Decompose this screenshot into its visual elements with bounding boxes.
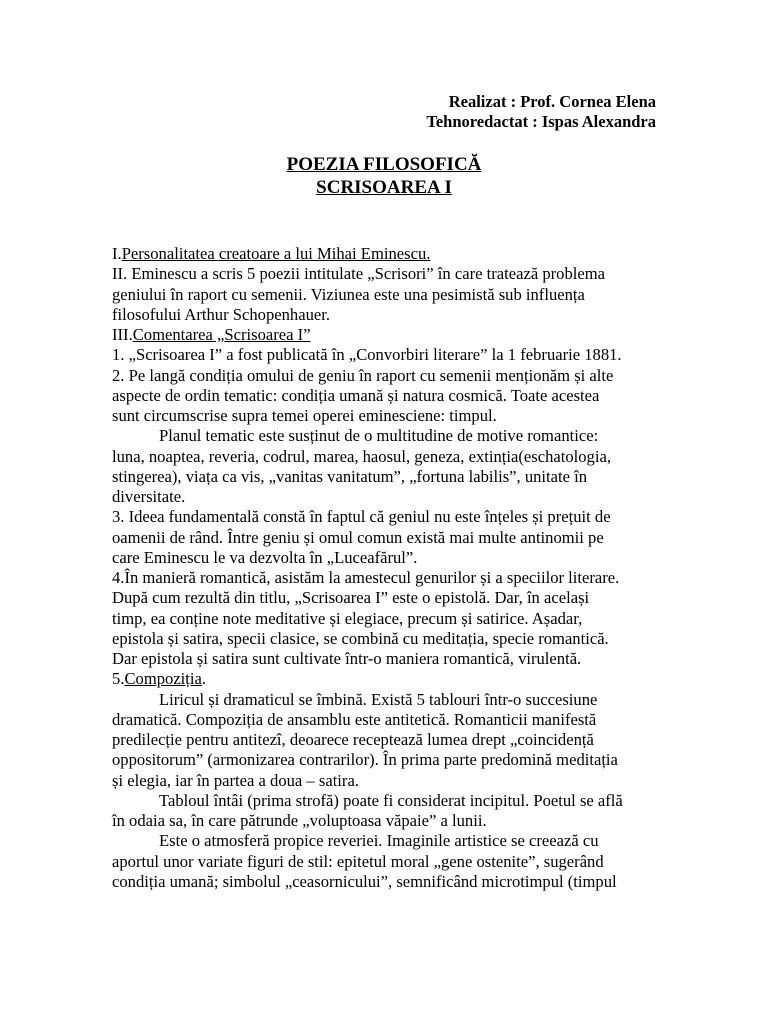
credits-block <box>426 92 656 132</box>
section-heading-1: I.Personalitatea creatoare a lui Mihai Eminescu. <box>112 244 431 263</box>
document-body <box>112 244 672 892</box>
author-line: Realizat : Prof. Cornea Elena <box>448 92 656 111</box>
text-line: și elegia, iar în partea a doua – satira. <box>112 770 359 790</box>
text-line: Tabloul întâi (prima strofă) poate fi considerat incipitul. Poetul se află <box>159 790 623 810</box>
text-line: 3. Ideea fundamentală constă în faptul că geniul nu este înțeles și prețuit de <box>112 507 611 527</box>
text-line: timp, ea conține note meditative și elegiace, precum și satirice. Așadar, <box>112 608 583 628</box>
text-line: diversitate. <box>112 487 186 506</box>
text-line: oppositorum” (armonizarea contrarilor). În prima parte predomină meditația <box>112 750 618 770</box>
text-line: predilecție pentru antitezî, deoarece receptează lumea drept „coincidență <box>112 730 594 749</box>
text-line: care Eminescu le va dezvolta în „Luceafărul”. <box>112 547 418 567</box>
text-line: filosofului Arthur Schopenhauer. <box>112 304 330 324</box>
text-line: geniului în raport cu semenii. Viziunea este una pesimistă sub influența <box>112 284 585 304</box>
section-heading-5: 5.Compoziția. <box>112 669 207 689</box>
main-title: POEZIA FILOSOFICĂ <box>286 154 482 175</box>
text-line: 1. „Scrisoarea I” a fost publicată în „Convorbiri literare” la 1 februarie 1881. <box>112 345 622 365</box>
text-line: 2. Pe langă condiția omului de geniu în raport cu semenii menționăm și alte <box>112 365 614 385</box>
sub-title: SCRISOAREA I <box>316 177 452 198</box>
editor-line: Tehnoredactat : Ispas Alexandra <box>426 112 656 131</box>
text-line: condiția umană; simbolul „ceasornicului”, semnificând microtimpul (timpul <box>112 871 617 891</box>
text-line: II. Eminescu a scris 5 poezii intitulate „Scrisori” în care tratează problema <box>112 264 605 284</box>
text-line: stingerea), viața ca vis, „vanitas vanitatum”, „fortuna labilis”, unitate în <box>112 466 588 486</box>
text-line: 4.În manieră romantică, asistăm la amestecul genurilor și a speciilor literare. <box>112 568 620 587</box>
text-line: luna, noaptea, reveria, codrul, marea, haosul, geneza, extinția(eschatologia, <box>112 446 611 466</box>
text-line: aspecte de ordin tematic: condiția umană și natura cosmică. Toate acestea <box>112 385 600 405</box>
text-line: în odaia sa, în care pătrunde „voluptoasa văpaie” a lunii. <box>112 811 487 830</box>
text-line: epistola și satira, specii clasice, se combină cu meditația, specie romantică. <box>112 628 609 648</box>
text-line: oamenii de rând. Între geniu și omul comun există mai multe antinomii pe <box>112 527 604 547</box>
text-line: Este o atmosferă propice reveriei. Imaginile artistice se creează cu <box>159 831 599 851</box>
section-heading-3: III.Comentarea „Scrisoarea I” <box>112 325 311 344</box>
text-line: Liricul și dramaticul se îmbină. Există 5 tablouri într-o succesiune <box>159 689 598 709</box>
text-line: După cum rezultă din titlu, „Scrisoarea I” este o epistolă. Dar, în același <box>112 588 590 608</box>
text-line: sunt circumscrise supra temei operei eminesciene: timpul. <box>112 406 497 425</box>
text-line: aportul unor variate figuri de stil: epitetul moral „gene ostenite”, sugerând <box>112 851 604 871</box>
text-line: dramatică. Compoziția de ansamblu este antitetică. Romanticii manifestă <box>112 709 597 729</box>
title-block <box>0 153 768 199</box>
text-line: Planul tematic este susținut de o multitudine de motive romantice: <box>159 426 599 446</box>
text-line: Dar epistola și satira sunt cultivate într-o maniera romantică, virulentă. <box>112 649 582 668</box>
